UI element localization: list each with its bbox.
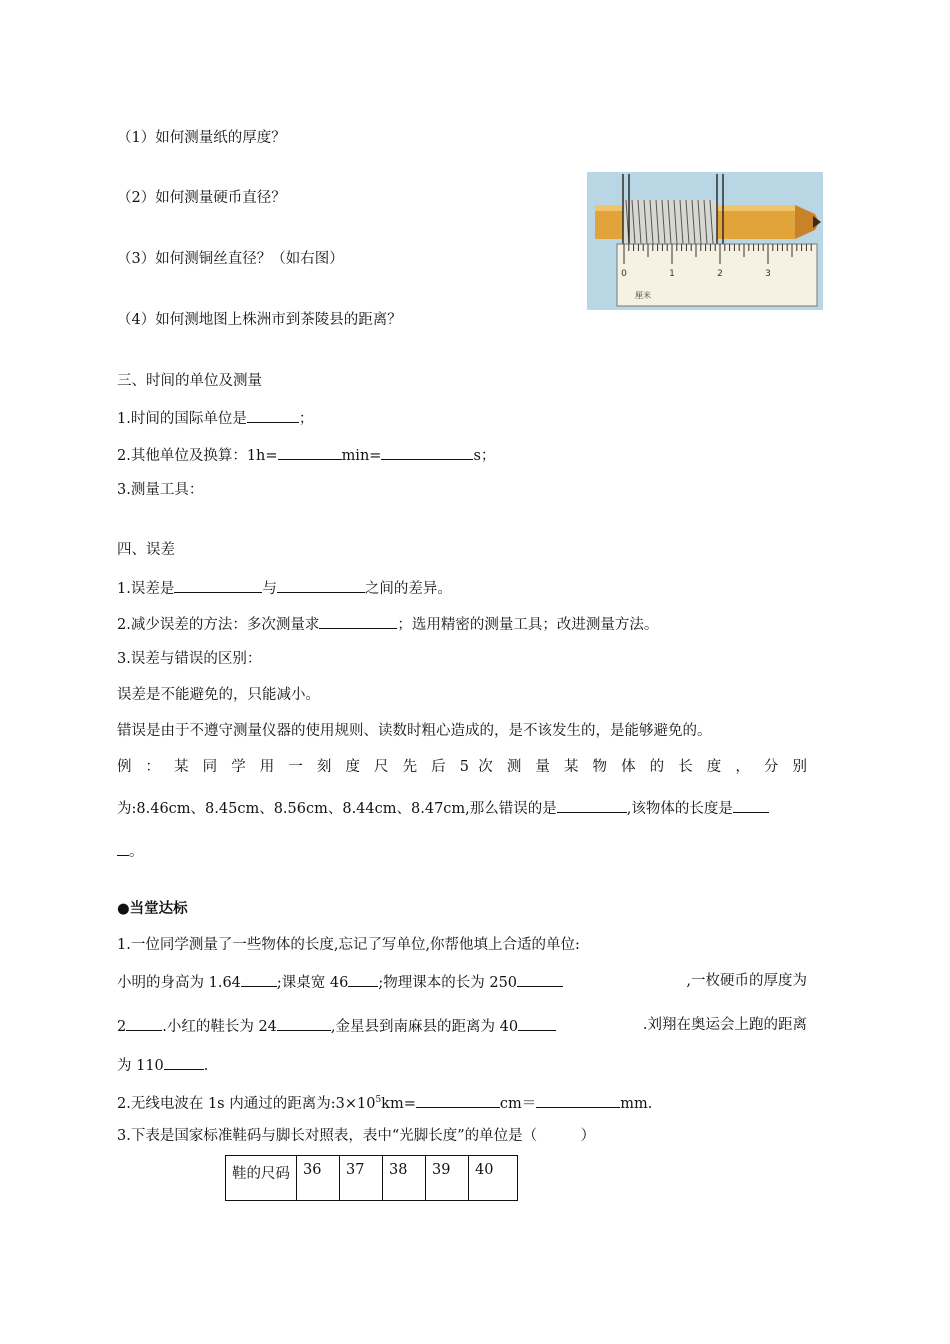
text: 为 110 <box>117 1058 164 1074</box>
table-cell: 39 <box>426 1156 469 1201</box>
text: ;物理课本的长为 250 <box>378 975 518 991</box>
practice-q1-intro: 1.一位同学测量了一些物体的长度,忘记了写单位,你帮他填上合适的单位: <box>117 937 580 953</box>
text: s； <box>473 448 496 464</box>
table-header-cell: 鞋的尺码 <box>226 1156 297 1201</box>
ruler-tick-1: 1 <box>669 269 675 279</box>
text: 。 <box>129 844 144 860</box>
text: ,一枚硬币的厚度为 <box>686 973 807 989</box>
text: 1.误差是 <box>117 581 175 597</box>
example-line-3 <box>117 840 144 862</box>
text: 2.减少误差的方法：多次测量求 <box>117 617 320 633</box>
text: 2.其他单位及换算：1h= <box>117 448 278 464</box>
answer-blank[interactable] <box>277 1015 331 1031</box>
table-cell: 40 <box>469 1156 518 1201</box>
ruler-tick-2: 2 <box>717 269 723 279</box>
section-time-title: 三、时间的单位及测量 <box>117 373 262 389</box>
answer-blank[interactable] <box>319 613 397 629</box>
answer-blank[interactable] <box>536 1092 620 1108</box>
table-cell: 37 <box>340 1156 383 1201</box>
text: 之间的差异。 <box>364 581 452 597</box>
question-paper-thickness: （1）如何测量纸的厚度？ <box>117 130 286 146</box>
text: ;课桌宽 46 <box>276 975 349 991</box>
text: ,该物体的长度是 <box>626 801 733 817</box>
text: ；选用精密的测量工具；改进测量方法。 <box>397 617 659 633</box>
section-practice-title: ●当堂达标 <box>117 901 188 917</box>
ruler-unit-label: 厘米 <box>635 291 651 300</box>
answer-blank[interactable] <box>241 971 277 987</box>
time-tool-line: 3.测量工具： <box>117 482 204 498</box>
answer-blank[interactable] <box>733 797 769 813</box>
example-line-1: 例 ： 某 同 学 用 一 刻 度 尺 先 后 5 次 测 量 某 物 体 的 长 度 ， 分 别 <box>117 759 807 775</box>
example-line-2 <box>117 797 769 819</box>
table-cell: 38 <box>383 1156 426 1201</box>
section-error-title: 四、误差 <box>117 542 175 558</box>
answer-blank[interactable] <box>126 1015 162 1031</box>
text: ,金星县到南麻县的距离为 40 <box>330 1019 519 1035</box>
answer-blank[interactable] <box>247 407 299 423</box>
error-definition-line <box>117 577 452 599</box>
text: cm＝ <box>499 1095 537 1112</box>
text: 2.无线电波在 1s 内通过的距离为:3×10 <box>117 1095 376 1112</box>
reduce-error-line <box>117 613 658 635</box>
practice-q1-line-2 <box>117 1015 807 1037</box>
mistake-avoidable-line: 错误是由于不遵守测量仪器的使用规则、读数时粗心造成的，是不该发生的，是能够避免的。 <box>117 723 712 739</box>
table-cell: 36 <box>297 1156 340 1201</box>
ruler-tick-3: 3 <box>765 269 771 279</box>
answer-blank[interactable] <box>117 840 129 856</box>
question-map-distance: （4）如何测地图上株洲市到茶陵县的距离？ <box>117 312 402 328</box>
question-wire-diameter: （3）如何测铜丝直径？（如右图） <box>117 251 344 267</box>
practice-q1-line-1 <box>117 971 807 993</box>
text: km= <box>381 1095 416 1112</box>
text: 2 <box>117 1019 127 1035</box>
answer-blank[interactable] <box>174 577 262 593</box>
text: 小明的身高为 1.64 <box>117 975 241 991</box>
text: .小红的鞋长为 24 <box>162 1019 277 1035</box>
exponent: 5 <box>375 1095 382 1105</box>
practice-q1-line-3 <box>117 1054 208 1076</box>
text: 为:8.46cm、8.45cm、8.56cm、8.44cm、8.47cm,那么错误的是 <box>117 801 557 817</box>
error-unavoidable-line: 误差是不能避免的，只能减小。 <box>117 687 320 703</box>
table-row <box>226 1156 518 1201</box>
answer-blank[interactable] <box>277 577 365 593</box>
practice-q2-line <box>117 1090 652 1114</box>
practice-q3-line: 3.下表是国家标准鞋码与脚长对照表，表中“光脚长度”的单位是（ ） <box>117 1128 596 1144</box>
wire-coil-ruler-figure <box>587 172 823 310</box>
text: mm. <box>620 1095 653 1112</box>
shoe-size-table <box>225 1155 518 1201</box>
time-si-unit-line <box>117 407 313 429</box>
answer-blank[interactable] <box>518 1015 556 1031</box>
answer-blank[interactable] <box>164 1054 204 1070</box>
text: 1.时间的国际单位是 <box>117 411 247 427</box>
text: 与 <box>262 581 277 597</box>
text: .刘翔在奥运会上跑的距离 <box>642 1017 807 1033</box>
answer-blank[interactable] <box>381 444 473 460</box>
text: min= <box>341 448 382 464</box>
text: ； <box>298 411 314 427</box>
answer-blank[interactable] <box>348 971 378 987</box>
question-coin-diameter: （2）如何测量硬币直径？ <box>117 190 286 206</box>
time-conversion-line <box>117 444 495 466</box>
answer-blank[interactable] <box>278 444 342 460</box>
text: . <box>203 1058 209 1074</box>
error-vs-mistake-line: 3.误差与错误的区别： <box>117 651 262 667</box>
answer-blank[interactable] <box>557 797 627 813</box>
answer-blank[interactable] <box>517 971 563 987</box>
ruler-tick-0: 0 <box>621 269 627 279</box>
answer-blank[interactable] <box>416 1092 500 1108</box>
